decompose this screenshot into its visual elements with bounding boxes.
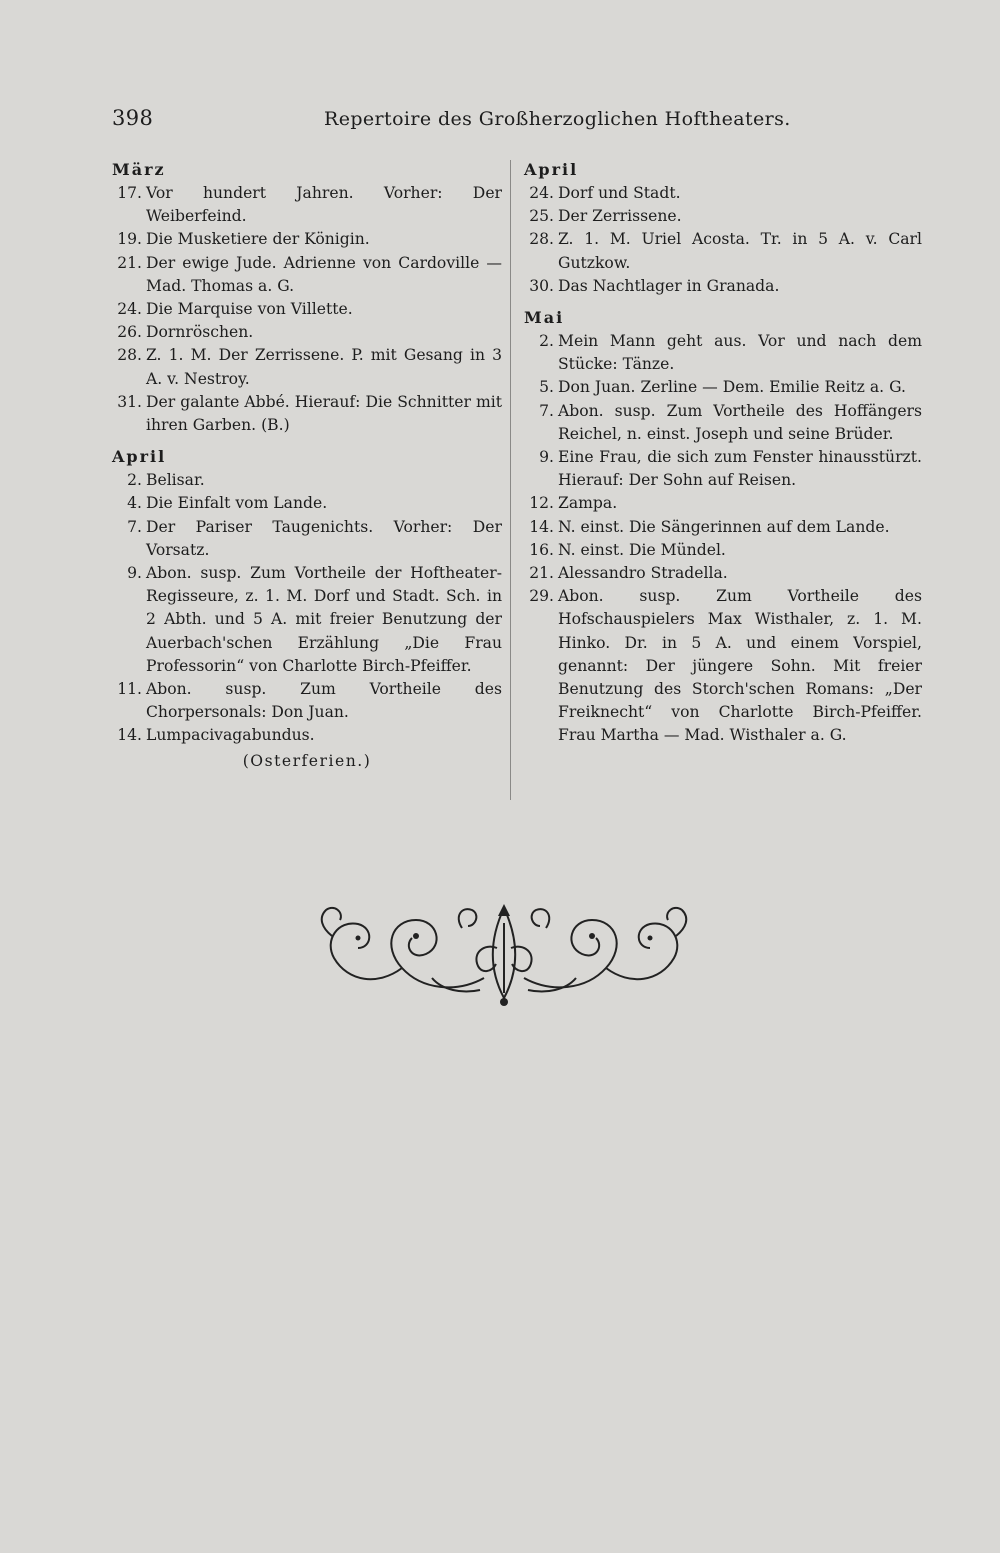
repertoire-entry — [524, 228, 922, 274]
repertoire-entry — [524, 516, 922, 539]
entry-text: Abon. susp. Zum Vortheile der Hoftheater-Regisseure, z. 1. M. Dorf und Stadt. Sch. in 2 Abth. und 5 A. mit freier Benutzung der Auerbach'schen Erzählung „Die Frau Professorin“ von Charlotte Birch-Pfeiffer. — [146, 564, 502, 675]
month-heading: Mai — [524, 308, 565, 328]
ornament-vignette — [312, 898, 697, 1010]
repertoire-entry — [524, 330, 922, 376]
entry-date: 4. — [127, 494, 142, 513]
running-title: Repertoire des Großherzoglichen Hoftheaters. — [324, 108, 791, 130]
entry-text: Alessandro Stradella. — [558, 564, 728, 583]
entry-text: Der galante Abbé. Hierauf: Die Schnitter mit ihren Garben. (B.) — [146, 392, 502, 435]
entry-date: 17. — [117, 184, 142, 202]
month-heading: März — [112, 160, 166, 179]
entry-date: 19. — [117, 230, 142, 249]
repertoire-entry — [112, 516, 502, 562]
repertoire-entry — [112, 678, 502, 724]
entry-text: Z. 1. M. Der Zerrissene. P. mit Gesang in 3 A. v. Nestroy. — [146, 346, 502, 388]
entry-text: Belisar. — [146, 471, 205, 490]
entry-date: 24. — [117, 300, 142, 319]
repertoire-entry — [524, 562, 922, 585]
entry-text: Abon. susp. Zum Vortheile des Hoffängers Reichel, n. einst. Joseph und seine Brüder. — [558, 401, 922, 443]
entry-date: 25. — [529, 207, 554, 226]
entry-text: Das Nachtlager in Granada. — [558, 276, 780, 295]
entry-date: 30. — [529, 276, 554, 295]
entry-date: 21. — [529, 564, 554, 583]
repertoire-entry — [524, 446, 922, 492]
repertoire-entry — [524, 376, 922, 399]
entry-text: Z. 1. M. Uriel Acosta. Tr. in 5 A. v. Carl Gutzkow. — [558, 230, 922, 272]
entry-date: 26. — [117, 323, 142, 342]
entry-date: 9. — [539, 448, 554, 467]
entry-text: Mein Mann geht aus. Vor und nach dem Stücke: Tänze. — [558, 332, 922, 374]
entry-text: Die Einfalt vom Lande. — [146, 494, 328, 513]
entry-text: Dorf und Stadt. — [558, 184, 681, 202]
repertoire-entry — [112, 182, 502, 228]
repertoire-entry — [524, 182, 922, 205]
entry-date: 29. — [529, 587, 554, 606]
entry-date: 11. — [117, 680, 142, 699]
entry-text: Der Zerrissene. — [558, 207, 682, 226]
entry-text: Vor hundert Jahren. Vorher: Der Weiberfeind. — [146, 184, 502, 226]
entry-text: Abon. susp. Zum Vortheile des Chorpersonals: Don Juan. — [146, 680, 502, 722]
repertoire-entry — [112, 298, 502, 321]
entry-text: Die Marquise von Villette. — [146, 300, 353, 319]
entry-date: 2. — [127, 471, 142, 490]
repertoire-entry — [524, 275, 922, 298]
column-divider — [510, 160, 511, 800]
entry-date: 12. — [529, 494, 554, 513]
repertoire-entry — [112, 724, 502, 747]
entry-date: 5. — [539, 378, 554, 397]
section-mai — [524, 306, 922, 748]
page-number: 398 — [112, 106, 154, 130]
repertoire-entry — [112, 562, 502, 678]
entry-date: 7. — [127, 517, 142, 536]
entry-text: Don Juan. Zerline — Dem. Emilie Reitz a. G. — [558, 378, 906, 397]
entry-date: 24. — [529, 184, 554, 202]
month-heading: April — [112, 447, 167, 467]
entry-date: 14. — [117, 726, 142, 745]
repertoire-entry — [524, 205, 922, 228]
entry-date: 28. — [117, 346, 142, 365]
repertoire-entry — [524, 539, 922, 562]
right-column — [524, 158, 922, 748]
repertoire-entry — [112, 391, 502, 437]
entry-text: Abon. susp. Zum Vortheile des Hofschauspielers Max Wisthaler, z. 1. M. Hinko. Dr. in 5 A. und einem Vorspiel, genannt: Der jüngere Sohn. Mit freier Benutzung des Storch'schen Romans: „Der Freiknecht“ von Charlotte Birch-Pfeiffer. Frau Martha — Mad. Wisthaler a. G. — [558, 587, 922, 745]
entry-date: 7. — [539, 401, 554, 420]
repertoire-entry — [112, 228, 502, 251]
section-maerz — [112, 158, 502, 437]
repertoire-entry — [524, 400, 922, 446]
entry-text: N. einst. Die Mündel. — [558, 540, 726, 559]
page-header — [112, 106, 791, 136]
entry-date: 9. — [127, 564, 142, 583]
entry-text: Der Pariser Taugenichts. Vorher: Der Vorsatz. — [146, 517, 502, 559]
repertoire-entry — [524, 492, 922, 515]
repertoire-entry — [112, 469, 502, 492]
entry-text: N. einst. Die Sängerinnen auf dem Lande. — [558, 517, 890, 536]
entry-text: Dornröschen. — [146, 323, 254, 342]
left-column — [112, 158, 502, 773]
repertoire-entry — [112, 252, 502, 298]
entry-text: Zampa. — [558, 494, 618, 513]
repertoire-entry — [112, 492, 502, 515]
entry-date: 16. — [529, 540, 554, 559]
section-april — [112, 445, 502, 747]
entry-text: Eine Frau, die sich zum Fenster hinausstürzt. Hierauf: Der Sohn auf Reisen. — [558, 448, 922, 490]
closing-note: (Osterferien.) — [242, 751, 372, 770]
repertoire-entry — [112, 344, 502, 390]
repertoire-entry — [112, 321, 502, 344]
entry-date: 14. — [529, 517, 554, 536]
entry-text: Die Musketiere der Königin. — [146, 230, 370, 249]
entry-date: 28. — [529, 230, 554, 249]
section-april — [524, 158, 922, 298]
repertoire-entry — [524, 585, 922, 747]
entry-date: 2. — [539, 332, 554, 351]
entry-text: Lumpacivagabundus. — [146, 726, 315, 745]
entry-date: 21. — [117, 253, 142, 272]
month-heading: April — [524, 160, 579, 179]
entry-date: 31. — [117, 392, 142, 411]
entry-text: Der ewige Jude. Adrienne von Cardoville — Mad. Thomas a. G. — [146, 253, 502, 295]
